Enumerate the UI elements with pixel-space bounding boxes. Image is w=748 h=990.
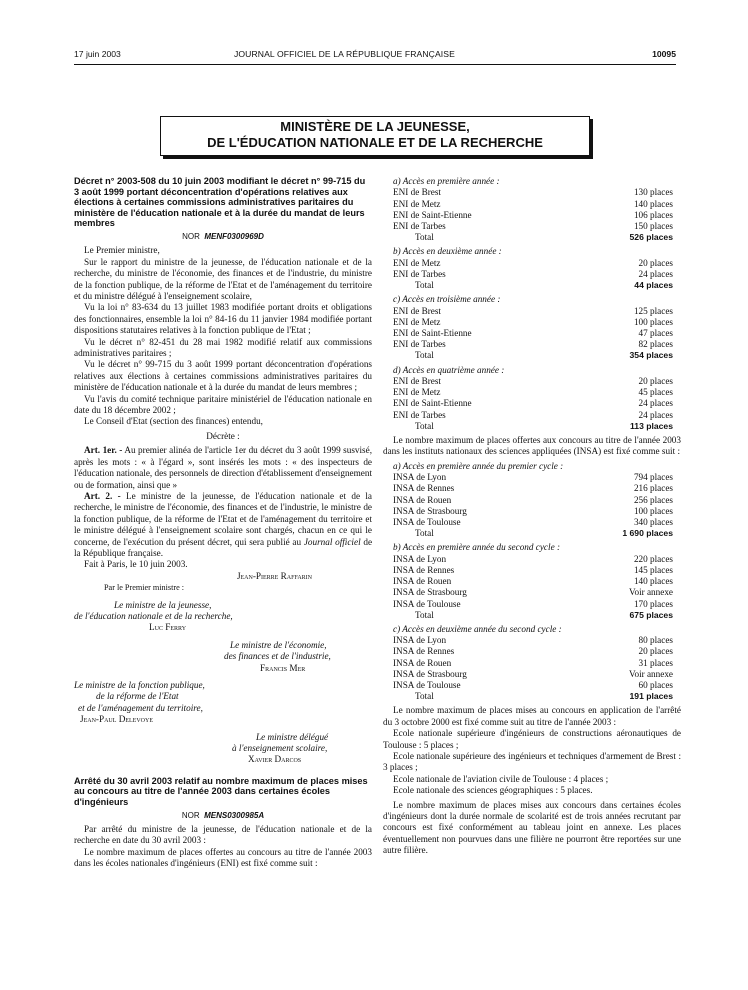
decret-p3: Vu la loi n° 83-634 du 13 juillet 1983 modifiée portant droits et obligations des fonctionnaires, ensemble la loi n° 84-16 du 11 janvier 1984 modifiée portant dispositions statutaires relatives à la fonction publique de l'Etat ; (74, 302, 372, 336)
places-value: 47 places (638, 328, 673, 339)
arrete-nor (74, 810, 372, 821)
arrete-p2: Le nombre maximum de places offertes au concours au titre de l'année 2003 dans les écoles nationales d'ingénieurs (ENI) est fixé comme suit : (74, 846, 372, 869)
article-2 (74, 491, 372, 559)
places-row (383, 576, 681, 587)
places-value: Voir annexe (629, 587, 673, 598)
total-row (383, 528, 681, 539)
places-row (383, 587, 681, 598)
school-name: ENI de Saint-Etienne (393, 328, 472, 339)
places-value: 45 places (638, 387, 673, 398)
header-page-number: 10095 (652, 49, 676, 59)
right-column (383, 176, 681, 857)
minister-4-name: Xavier Darcos (248, 754, 302, 765)
places-value: 80 places (638, 635, 673, 646)
places-row (383, 306, 681, 317)
total-value: 354 places (629, 350, 673, 361)
places-row (383, 210, 681, 221)
header-title: JOURNAL OFFICIEL DE LA RÉPUBLIQUE FRANÇAISE (234, 49, 455, 59)
school-name: INSA de Toulouse (393, 598, 461, 609)
left-column (74, 176, 372, 870)
places-value: 140 places (633, 576, 673, 587)
ministry-line-1: MINISTÈRE DE LA JEUNESSE, (280, 119, 470, 134)
school-name: INSA de Toulouse (393, 680, 461, 691)
ministry-line-2: DE L'ÉDUCATION NATIONALE ET DE LA RECHERCHE (207, 135, 543, 150)
places-row (383, 187, 681, 198)
total-label: Total (415, 420, 434, 431)
decret-p4: Vu le décret n° 82-451 du 28 mai 1982 modifié relatif aux commissions administratives paritaires ; (74, 336, 372, 359)
places-row (383, 483, 681, 494)
school-name: ENI de Brest (393, 305, 441, 316)
places-row (383, 339, 681, 350)
school-name: INSA de Strasbourg (393, 668, 467, 679)
places-value: 24 places (638, 409, 673, 420)
school-name: ENI de Metz (393, 257, 441, 268)
minister-4-line-1: Le ministre délégué (256, 731, 329, 742)
places-row (383, 269, 681, 280)
places-value: 125 places (633, 305, 673, 316)
total-value: 1 690 places (622, 528, 673, 539)
header-date: 17 juin 2003 (74, 49, 121, 59)
total-label: Total (415, 350, 434, 361)
minister-3-line-3: et de l'aménagement du territoire, (78, 702, 203, 713)
eni-c-list (383, 306, 681, 362)
school-name: ENI de Brest (393, 376, 441, 387)
minister-2-line-2: des finances et de l'industrie, (224, 651, 331, 662)
closing-p4: Ecole nationale de l'aviation civile de Toulouse : 4 places ; (393, 773, 609, 784)
eni-d-title: d) Accès en quatrième année : (393, 364, 505, 375)
minister-4-line-2: à l'enseignement scolaire, (232, 743, 328, 754)
places-row (383, 565, 681, 576)
total-row (383, 610, 681, 621)
insa-a-title: a) Accès en première année du premier cycle : (393, 460, 564, 471)
places-row (383, 599, 681, 610)
eni-c-title: c) Accès en troisième année : (393, 294, 501, 305)
places-value: 106 places (633, 209, 673, 220)
places-value: 256 places (633, 494, 673, 505)
decret-p2: Sur le rapport du ministre de la jeunesse, de l'éducation nationale et de la recherche, du ministre de l'économie, des finances et de l'industrie, du ministre de la fonction publique, de la réforme de l'Etat et de l'aménagement du territoire et du ministre délégué à l'enseignement scolaire, (74, 256, 372, 301)
insa-b-title: b) Accès en première année du second cycle : (393, 542, 560, 553)
places-value: Voir annexe (629, 668, 673, 679)
total-value: 526 places (629, 232, 673, 243)
places-row (383, 199, 681, 210)
total-row (383, 280, 681, 291)
places-value: 140 places (633, 198, 673, 209)
total-row (383, 421, 681, 432)
minister-3-line-2: de la réforme de l'Etat (96, 691, 179, 702)
closing-p2: Ecole nationale supérieure d'ingénieurs de constructions aéronautiques de Toulouse : 5 places ; (383, 728, 681, 750)
school-name: ENI de Tarbes (393, 409, 446, 420)
places-row (383, 495, 681, 506)
article-2-jo: Journal officiel (303, 536, 361, 547)
article-1-text: Au premier alinéa de l'article 1er du décret du 3 août 1999 susvisé, après les mots : « à l'égard », sont insérés les mots : « des inspecteurs de l'éducation nationale, des personnels de direction d'établissement d'enseignement ou de formation, ainsi que » (74, 445, 372, 490)
ministry-heading (160, 116, 590, 156)
article-2-end: de la République française. (74, 536, 373, 558)
total-label: Total (415, 232, 434, 243)
places-value: 82 places (638, 339, 673, 350)
insa-intro: Le nombre maximum de places offertes aux concours au titre de l'année 2003 dans les instituts nationaux des sciences appliquées (INSA) est fixé comme suit : (383, 435, 681, 457)
places-row (383, 221, 681, 232)
arrete-p1: Par arrêté du ministre de la jeunesse, de l'éducation nationale et de la recherche en date du 30 avril 2003 : (74, 824, 372, 846)
minister-3-name: Jean-Paul Delevoye (80, 714, 153, 725)
places-value: 20 places (638, 257, 673, 268)
closing-p5: Ecole nationale des sciences géographiques : 5 places. (393, 785, 593, 796)
places-row (383, 658, 681, 669)
decrete-heading: Décrète : (206, 430, 240, 441)
school-name: INSA de Strasbourg (393, 505, 467, 516)
minister-1-name: Luc Ferry (149, 622, 187, 633)
places-value: 100 places (633, 316, 673, 327)
places-value: 170 places (633, 598, 673, 609)
total-label: Total (415, 609, 434, 620)
decret-p1: Le Premier ministre, (84, 245, 160, 256)
places-value: 216 places (633, 483, 673, 494)
page-header (74, 49, 676, 63)
places-row (383, 506, 681, 517)
article-1 (74, 445, 372, 491)
insa-c-title: c) Accès en deuxième année du second cycle : (393, 623, 562, 634)
school-name: INSA de Rouen (393, 576, 452, 587)
school-name: ENI de Tarbes (393, 339, 446, 350)
fait-a-paris: Fait à Paris, le 10 juin 2003. (84, 559, 188, 570)
total-value: 191 places (629, 691, 673, 702)
school-name: INSA de Rouen (393, 657, 452, 668)
total-value: 675 places (629, 609, 673, 620)
header-rule (74, 64, 676, 65)
places-row (383, 328, 681, 339)
school-name: INSA de Lyon (393, 472, 447, 483)
school-name: INSA de Rennes (393, 646, 455, 657)
article-2-text: Le ministre de la jeunesse, de l'éducation nationale et de la recherche, le ministre de l'économie, des finances et de l'industrie, le ministre de la fonction publique, de la réforme de l'Etat et de l'aménagement du territoire et le ministre délégué à l'enseignement scolaire sont chargés, chacun en ce qui le concerne, de l'exécution du présent décret, qui sera publié au (74, 490, 372, 547)
article-2-label: Art. 2. - (84, 490, 121, 501)
closing-p3: Ecole nationale supérieure des ingénieurs et techniques d'armement de Brest : 3 places ; (383, 751, 681, 773)
places-value: 24 places (638, 398, 673, 409)
school-name: INSA de Lyon (393, 635, 447, 646)
places-row (383, 669, 681, 680)
places-row (383, 517, 681, 528)
places-value: 20 places (638, 646, 673, 657)
decret-p7: Le Conseil d'Etat (section des finances) entendu, (84, 416, 263, 427)
school-name: ENI de Metz (393, 198, 441, 209)
eni-a-title: a) Accès en première année : (393, 176, 500, 186)
places-row (383, 258, 681, 269)
closing-p6: Le nombre maximum de places mises aux concours dans certaines écoles d'ingénieurs dont la durée normale de scolarité est de trois années recrutant par concours est fixé conformément au tableau joint en annexe. Les places éventuellement non pourvues dans une filière ne pourront être reportées sur une autre filière. (383, 799, 681, 856)
places-value: 794 places (633, 472, 673, 483)
places-row (383, 410, 681, 421)
places-row (383, 317, 681, 328)
decret-nor (74, 231, 372, 242)
insa-c-list (383, 635, 681, 702)
insa-b-list (383, 554, 681, 621)
total-label: Total (415, 528, 434, 539)
decret-title: Décret n° 2003-508 du 10 juin 2003 modifiant le décret n° 99-715 du 3 août 1999 portant déconcentration d'opérations relatives aux élections à certaines commissions administratives paritaires du ministère de l'éducation nationale et à la durée du mandat de leurs membres (74, 176, 366, 229)
total-row (383, 350, 681, 361)
total-value: 44 places (634, 280, 673, 291)
places-value: 60 places (638, 680, 673, 691)
article-1-label: Art. 1er. - (84, 445, 123, 456)
places-row (383, 472, 681, 483)
arrete-title: Arrêté du 30 avril 2003 relatif au nombre maximum de places mises au concours au titre de l'année 2003 dans certaines écoles d'ingénieurs (74, 775, 368, 808)
decret-nor-code: MENF0300969D (204, 231, 264, 241)
pm-name: Jean-Pierre Raffarin (236, 570, 312, 581)
arrete-nor-label: NOR (181, 810, 200, 820)
eni-a-list (383, 187, 681, 243)
school-name: ENI de Metz (393, 316, 441, 327)
school-name: ENI de Brest (393, 187, 441, 198)
places-row (383, 680, 681, 691)
places-value: 145 places (633, 564, 673, 575)
places-value: 220 places (633, 553, 673, 564)
eni-d-list (383, 376, 681, 432)
minister-1-line-2: de l'éducation nationale et de la recherche, (74, 610, 233, 621)
total-label: Total (415, 691, 434, 702)
places-row (383, 646, 681, 657)
places-row (383, 376, 681, 387)
eni-b-list (383, 258, 681, 292)
school-name: INSA de Toulouse (393, 516, 461, 527)
decret-nor-label: NOR (182, 231, 200, 241)
minister-1-line-1: Le ministre de la jeunesse, (114, 599, 212, 610)
places-row (383, 635, 681, 646)
places-row (383, 387, 681, 398)
total-row (383, 691, 681, 702)
places-value: 150 places (633, 220, 673, 231)
minister-2-line-1: Le ministre de l'économie, (230, 639, 327, 650)
total-row (383, 232, 681, 243)
minister-2-name: Francis Mer (260, 662, 306, 673)
school-name: INSA de Rennes (393, 483, 455, 494)
insa-a-list (383, 472, 681, 539)
par-le-premier-ministre: Par le Premier ministre : (104, 583, 185, 593)
school-name: INSA de Lyon (393, 553, 447, 564)
school-name: INSA de Rouen (393, 494, 452, 505)
school-name: INSA de Rennes (393, 564, 455, 575)
places-value: 20 places (638, 376, 673, 387)
school-name: ENI de Metz (393, 387, 441, 398)
places-value: 24 places (638, 268, 673, 279)
decret-p6: Vu l'avis du comité technique paritaire ministériel de l'éducation nationale en date du 18 décembre 2002 ; (74, 393, 372, 416)
school-name: INSA de Strasbourg (393, 587, 467, 598)
eni-b-title: b) Accès en deuxième année : (393, 246, 502, 257)
places-value: 130 places (633, 187, 673, 198)
school-name: ENI de Saint-Etienne (393, 398, 472, 409)
places-value: 100 places (633, 505, 673, 516)
places-row (383, 554, 681, 565)
decret-p5: Vu le décret n° 99-715 du 3 août 1999 portant déconcentration d'opérations relatives aux élections à certaines commissions administratives paritaires du ministère de l'éducation nationale et à la durée du mandat de leurs membres ; (74, 359, 372, 393)
school-name: ENI de Saint-Etienne (393, 209, 472, 220)
school-name: ENI de Tarbes (393, 268, 446, 279)
places-value: 31 places (638, 657, 673, 668)
arrete-nor-code: MENS0300985A (204, 810, 265, 820)
school-name: ENI de Tarbes (393, 220, 446, 231)
total-label: Total (415, 280, 434, 291)
places-value: 340 places (633, 516, 673, 527)
minister-3-line-1: Le ministre de la fonction publique, (74, 680, 205, 690)
closing-p1: Le nombre maximum de places mises au concours en application de l'arrêté du 3 octobre 2000 est fixé comme suit au titre de l'année 2003 : (383, 705, 681, 727)
total-value: 113 places (629, 420, 673, 431)
places-row (383, 398, 681, 409)
